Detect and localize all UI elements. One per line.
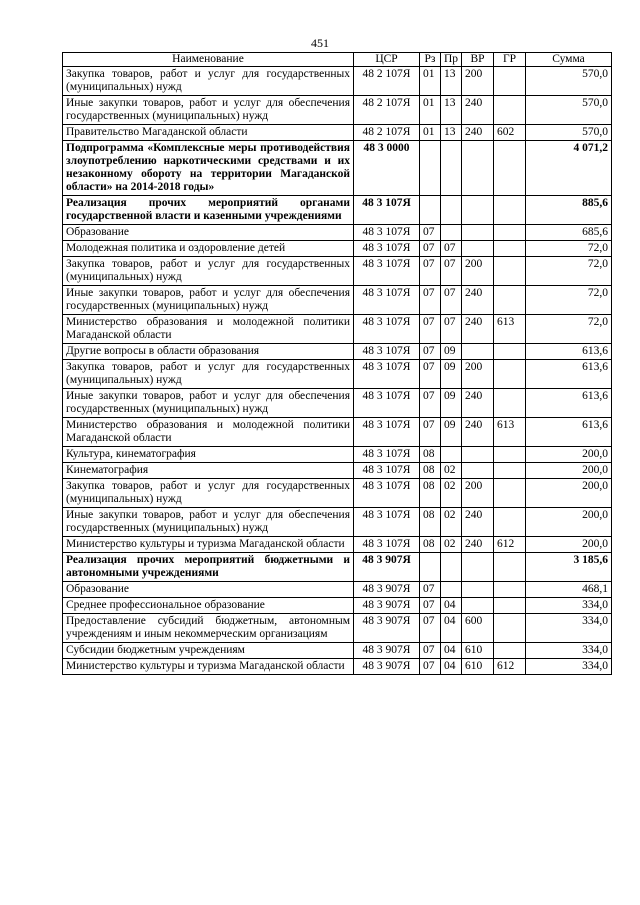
cell-vr: 240 <box>462 418 494 447</box>
header-rz: Рз <box>420 53 441 67</box>
header-vr: ВР <box>462 53 494 67</box>
cell-gr <box>494 360 526 389</box>
cell-sum: 613,6 <box>526 418 612 447</box>
cell-csr: 48 3 107Я <box>354 257 420 286</box>
cell-rz: 08 <box>420 479 441 508</box>
cell-gr <box>494 582 526 598</box>
cell-csr: 48 3 0000 <box>354 141 420 196</box>
cell-csr: 48 3 107Я <box>354 225 420 241</box>
cell-vr <box>462 196 494 225</box>
cell-csr: 48 3 907Я <box>354 614 420 643</box>
cell-vr: 240 <box>462 96 494 125</box>
cell-rz: 07 <box>420 360 441 389</box>
cell-rz: 08 <box>420 537 441 553</box>
cell-pr: 02 <box>441 463 462 479</box>
cell-rz: 07 <box>420 582 441 598</box>
cell-name: Министерство образования и молодежной политики Магаданской области <box>63 315 354 344</box>
cell-pr <box>441 447 462 463</box>
cell-name: Среднее профессиональное образование <box>63 598 354 614</box>
header-name: Наименование <box>63 53 354 67</box>
cell-gr <box>494 196 526 225</box>
cell-csr: 48 3 107Я <box>354 196 420 225</box>
cell-csr: 48 3 107Я <box>354 418 420 447</box>
cell-vr: 200 <box>462 479 494 508</box>
cell-rz <box>420 141 441 196</box>
page-number: 451 <box>311 36 329 50</box>
cell-gr <box>494 598 526 614</box>
cell-sum: 885,6 <box>526 196 612 225</box>
cell-sum: 72,0 <box>526 286 612 315</box>
cell-csr: 48 3 907Я <box>354 553 420 582</box>
cell-sum: 334,0 <box>526 659 612 675</box>
cell-pr: 09 <box>441 344 462 360</box>
cell-rz: 01 <box>420 67 441 96</box>
cell-gr <box>494 225 526 241</box>
cell-gr <box>494 447 526 463</box>
cell-gr <box>494 479 526 508</box>
table-row <box>63 257 612 286</box>
cell-pr: 02 <box>441 537 462 553</box>
cell-csr: 48 3 107Я <box>354 508 420 537</box>
cell-csr: 48 3 107Я <box>354 344 420 360</box>
cell-rz: 07 <box>420 598 441 614</box>
cell-rz: 01 <box>420 125 441 141</box>
cell-name: Закупка товаров, работ и услуг для государственных (муниципальных) нужд <box>63 257 354 286</box>
cell-sum: 200,0 <box>526 463 612 479</box>
cell-rz: 07 <box>420 418 441 447</box>
cell-vr: 200 <box>462 360 494 389</box>
table-row <box>63 344 612 360</box>
cell-gr: 613 <box>494 315 526 344</box>
table-row <box>63 508 612 537</box>
cell-gr: 602 <box>494 125 526 141</box>
cell-name: Реализация прочих мероприятий бюджетными и автономными учреждениями <box>63 553 354 582</box>
cell-sum: 200,0 <box>526 447 612 463</box>
table-row <box>63 141 612 196</box>
cell-rz: 07 <box>420 344 441 360</box>
header-csr: ЦСР <box>354 53 420 67</box>
cell-gr <box>494 643 526 659</box>
cell-sum: 570,0 <box>526 96 612 125</box>
cell-rz: 07 <box>420 315 441 344</box>
cell-rz: 07 <box>420 241 441 257</box>
cell-gr <box>494 67 526 96</box>
cell-sum: 334,0 <box>526 643 612 659</box>
header-sum: Сумма <box>526 53 612 67</box>
table-row <box>63 196 612 225</box>
cell-pr: 13 <box>441 96 462 125</box>
cell-sum: 72,0 <box>526 241 612 257</box>
cell-sum: 72,0 <box>526 315 612 344</box>
cell-gr <box>494 344 526 360</box>
cell-vr <box>462 141 494 196</box>
table-row <box>63 225 612 241</box>
cell-csr: 48 3 107Я <box>354 241 420 257</box>
cell-csr: 48 2 107Я <box>354 125 420 141</box>
cell-rz: 07 <box>420 389 441 418</box>
table-row <box>63 614 612 643</box>
table-row <box>63 241 612 257</box>
cell-gr: 613 <box>494 418 526 447</box>
cell-vr <box>462 463 494 479</box>
cell-vr <box>462 344 494 360</box>
cell-pr <box>441 196 462 225</box>
cell-pr: 07 <box>441 286 462 315</box>
header-gr: ГР <box>494 53 526 67</box>
cell-pr: 02 <box>441 479 462 508</box>
cell-rz <box>420 196 441 225</box>
cell-name: Министерство культуры и туризма Магаданской области <box>63 537 354 553</box>
table-row <box>63 463 612 479</box>
cell-sum: 570,0 <box>526 125 612 141</box>
cell-rz: 07 <box>420 257 441 286</box>
cell-pr: 07 <box>441 315 462 344</box>
cell-gr <box>494 463 526 479</box>
table-row <box>63 447 612 463</box>
cell-rz: 08 <box>420 447 441 463</box>
cell-vr: 240 <box>462 508 494 537</box>
cell-vr <box>462 241 494 257</box>
cell-pr <box>441 553 462 582</box>
cell-name: Закупка товаров, работ и услуг для государственных (муниципальных) нужд <box>63 360 354 389</box>
cell-pr <box>441 225 462 241</box>
cell-vr <box>462 598 494 614</box>
table-row <box>63 643 612 659</box>
table-row <box>63 582 612 598</box>
cell-sum: 200,0 <box>526 508 612 537</box>
cell-sum: 200,0 <box>526 537 612 553</box>
cell-csr: 48 3 107Я <box>354 537 420 553</box>
cell-vr: 200 <box>462 67 494 96</box>
table-row <box>63 418 612 447</box>
cell-name: Подпрограмма «Комплексные меры противодействия злоупотреблению наркотическими средствами и их незаконному обороту на территории Магаданской области» на 2014-2018 годы» <box>63 141 354 196</box>
cell-csr: 48 3 107Я <box>354 479 420 508</box>
table-row <box>63 598 612 614</box>
cell-rz: 07 <box>420 659 441 675</box>
cell-name: Иные закупки товаров, работ и услуг для обеспечения государственных (муниципальных) нужд <box>63 286 354 315</box>
cell-vr <box>462 582 494 598</box>
cell-gr <box>494 241 526 257</box>
cell-name: Реализация прочих мероприятий органами государственной власти и казенными учреждениями <box>63 196 354 225</box>
cell-vr: 610 <box>462 659 494 675</box>
cell-sum: 3 185,6 <box>526 553 612 582</box>
cell-vr <box>462 553 494 582</box>
cell-vr: 600 <box>462 614 494 643</box>
cell-pr <box>441 582 462 598</box>
cell-rz: 07 <box>420 614 441 643</box>
cell-gr <box>494 508 526 537</box>
cell-pr: 07 <box>441 257 462 286</box>
cell-gr: 612 <box>494 659 526 675</box>
cell-gr <box>494 96 526 125</box>
cell-sum: 685,6 <box>526 225 612 241</box>
table-row <box>63 553 612 582</box>
cell-gr <box>494 553 526 582</box>
cell-sum: 334,0 <box>526 598 612 614</box>
cell-sum: 570,0 <box>526 67 612 96</box>
cell-csr: 48 3 107Я <box>354 389 420 418</box>
cell-vr: 200 <box>462 257 494 286</box>
cell-csr: 48 3 907Я <box>354 582 420 598</box>
cell-vr: 240 <box>462 286 494 315</box>
header-pr: Пр <box>441 53 462 67</box>
cell-name: Закупка товаров, работ и услуг для государственных (муниципальных) нужд <box>63 479 354 508</box>
cell-gr <box>494 257 526 286</box>
cell-rz: 08 <box>420 463 441 479</box>
cell-csr: 48 3 107Я <box>354 360 420 389</box>
cell-csr: 48 2 107Я <box>354 96 420 125</box>
table-row <box>63 67 612 96</box>
cell-csr: 48 3 107Я <box>354 315 420 344</box>
cell-vr: 240 <box>462 125 494 141</box>
cell-csr: 48 3 107Я <box>354 447 420 463</box>
cell-rz <box>420 553 441 582</box>
table-header <box>63 53 612 67</box>
cell-pr: 04 <box>441 659 462 675</box>
cell-sum: 72,0 <box>526 257 612 286</box>
cell-csr: 48 3 107Я <box>354 463 420 479</box>
cell-name: Образование <box>63 582 354 598</box>
cell-rz: 07 <box>420 643 441 659</box>
cell-vr: 240 <box>462 537 494 553</box>
cell-name: Закупка товаров, работ и услуг для государственных (муниципальных) нужд <box>63 67 354 96</box>
cell-name: Министерство образования и молодежной политики Магаданской области <box>63 418 354 447</box>
table-row <box>63 537 612 553</box>
table-row <box>63 315 612 344</box>
table-row <box>63 96 612 125</box>
cell-csr: 48 2 107Я <box>354 67 420 96</box>
cell-name: Культура, кинематография <box>63 447 354 463</box>
cell-rz: 01 <box>420 96 441 125</box>
cell-name: Министерство культуры и туризма Магаданской области <box>63 659 354 675</box>
cell-rz: 07 <box>420 225 441 241</box>
table-row <box>63 659 612 675</box>
cell-gr <box>494 614 526 643</box>
cell-sum: 334,0 <box>526 614 612 643</box>
cell-vr: 240 <box>462 389 494 418</box>
cell-csr: 48 3 907Я <box>354 659 420 675</box>
cell-pr: 04 <box>441 643 462 659</box>
cell-name: Иные закупки товаров, работ и услуг для обеспечения государственных (муниципальных) нужд <box>63 389 354 418</box>
cell-pr: 07 <box>441 241 462 257</box>
cell-gr <box>494 389 526 418</box>
cell-sum: 613,6 <box>526 344 612 360</box>
cell-pr: 04 <box>441 598 462 614</box>
cell-csr: 48 3 907Я <box>354 598 420 614</box>
table-row <box>63 286 612 315</box>
cell-pr <box>441 141 462 196</box>
cell-gr <box>494 286 526 315</box>
cell-rz: 07 <box>420 286 441 315</box>
cell-pr: 02 <box>441 508 462 537</box>
table-row <box>63 389 612 418</box>
cell-name: Иные закупки товаров, работ и услуг для обеспечения государственных (муниципальных) нужд <box>63 508 354 537</box>
cell-gr <box>494 141 526 196</box>
cell-pr: 13 <box>441 67 462 96</box>
budget-table <box>62 52 612 675</box>
cell-pr: 09 <box>441 418 462 447</box>
cell-pr: 13 <box>441 125 462 141</box>
cell-csr: 48 3 907Я <box>354 643 420 659</box>
cell-name: Субсидии бюджетным учреждениям <box>63 643 354 659</box>
cell-sum: 4 071,2 <box>526 141 612 196</box>
cell-name: Предоставление субсидий бюджетным, автономным учреждениям и иным некоммерческим организациям <box>63 614 354 643</box>
cell-vr <box>462 225 494 241</box>
cell-name: Кинематография <box>63 463 354 479</box>
cell-name: Иные закупки товаров, работ и услуг для обеспечения государственных (муниципальных) нужд <box>63 96 354 125</box>
header-row <box>63 53 612 67</box>
cell-pr: 09 <box>441 360 462 389</box>
cell-name: Другие вопросы в области образования <box>63 344 354 360</box>
cell-sum: 613,6 <box>526 360 612 389</box>
cell-gr: 612 <box>494 537 526 553</box>
cell-pr: 09 <box>441 389 462 418</box>
table-row <box>63 479 612 508</box>
cell-sum: 200,0 <box>526 479 612 508</box>
cell-name: Молодежная политика и оздоровление детей <box>63 241 354 257</box>
cell-vr: 240 <box>462 315 494 344</box>
cell-vr: 610 <box>462 643 494 659</box>
cell-sum: 613,6 <box>526 389 612 418</box>
table-row <box>63 125 612 141</box>
cell-sum: 468,1 <box>526 582 612 598</box>
cell-pr: 04 <box>441 614 462 643</box>
cell-name: Правительство Магаданской области <box>63 125 354 141</box>
table-row <box>63 360 612 389</box>
cell-name: Образование <box>63 225 354 241</box>
cell-csr: 48 3 107Я <box>354 286 420 315</box>
cell-vr <box>462 447 494 463</box>
cell-rz: 08 <box>420 508 441 537</box>
table-body <box>63 67 612 675</box>
